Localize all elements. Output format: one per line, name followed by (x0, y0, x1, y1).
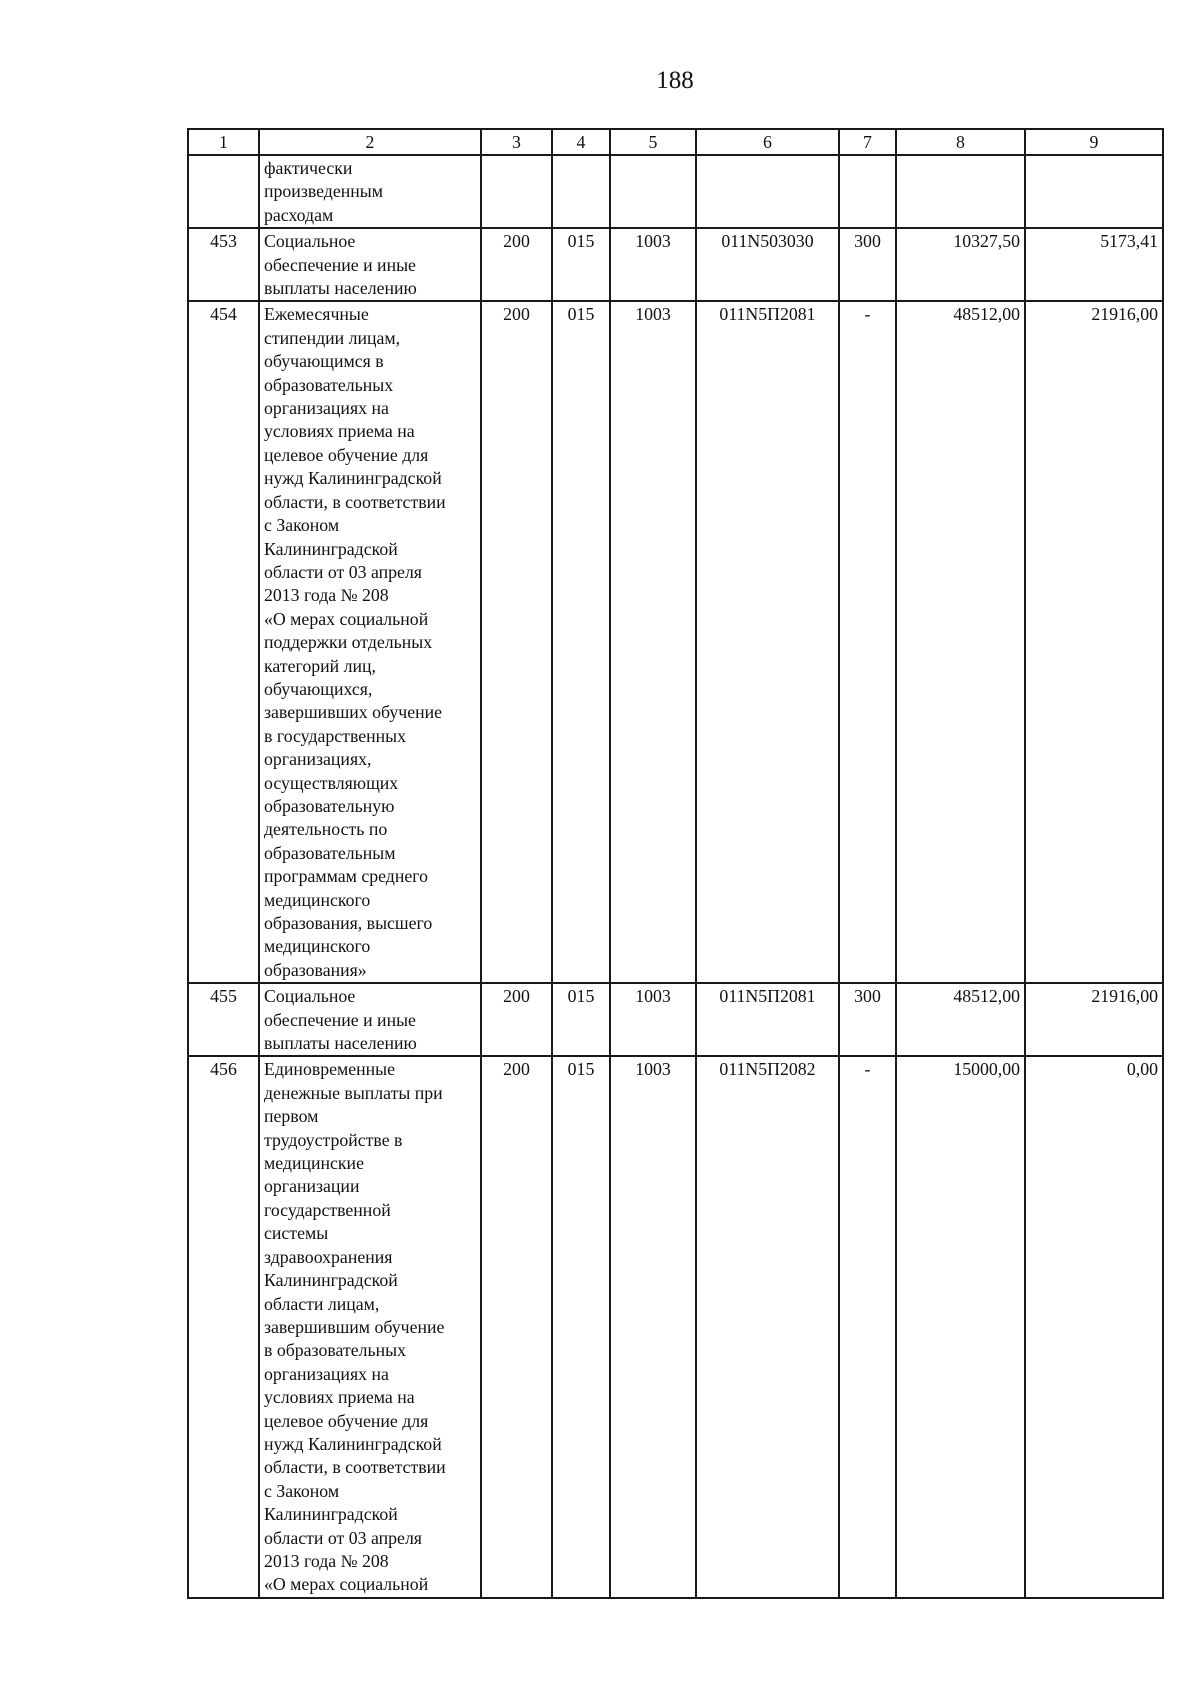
header-row (188, 129, 1163, 155)
cell-col3: 200 (481, 1056, 552, 1597)
table-row (188, 1056, 1163, 1597)
column-header: 7 (839, 129, 896, 155)
column-header: 3 (481, 129, 552, 155)
column-header: 4 (552, 129, 610, 155)
cell-col6 (696, 155, 839, 228)
page-number: 188 (656, 67, 694, 94)
cell-col5: 1003 (610, 228, 696, 301)
table-row (188, 301, 1163, 983)
column-header: 8 (896, 129, 1025, 155)
cell-col8: 48512,00 (896, 983, 1025, 1056)
row-name: Ежемесячные стипендии лицам, обучающимся в образовательных организациях на условиях приема на целевое обучение для нужд Калининградской области, в соответствии с Законом Калининградской области от 03 апреля 2013 года № 208 «О мерах социальной поддержки отдельных категорий лиц, обучающихся, завершивших обучение в государственных организациях, осуществляющих образовательную деятельность по образовательным программам среднего медицинского образования, высшего медицинского образования» (259, 301, 481, 983)
cell-col3: 200 (481, 228, 552, 301)
cell-col4 (552, 155, 610, 228)
table-header (188, 129, 1163, 155)
cell-col9 (1025, 155, 1163, 228)
column-header: 9 (1025, 129, 1163, 155)
budget-table (187, 128, 1164, 1599)
cell-col9: 21916,00 (1025, 983, 1163, 1056)
column-header: 1 (188, 129, 259, 155)
cell-col7: - (839, 301, 896, 983)
cell-col8: 48512,00 (896, 301, 1025, 983)
cell-col4: 015 (552, 983, 610, 1056)
cell-col4: 015 (552, 301, 610, 983)
column-header: 6 (696, 129, 839, 155)
cell-col3 (481, 155, 552, 228)
cell-col8: 10327,50 (896, 228, 1025, 301)
row-name: Социальное обеспечение и иные выплаты населению (259, 228, 481, 301)
cell-col7: - (839, 1056, 896, 1597)
row-number: 455 (188, 983, 259, 1056)
row-number: 456 (188, 1056, 259, 1597)
cell-col7: 300 (839, 983, 896, 1056)
cell-col5: 1003 (610, 1056, 696, 1597)
cell-col7: 300 (839, 228, 896, 301)
row-name: фактически произведенным расходам (259, 155, 481, 228)
table-row (188, 155, 1163, 228)
cell-col9: 0,00 (1025, 1056, 1163, 1597)
cell-col7 (839, 155, 896, 228)
cell-col6: 011N503030 (696, 228, 839, 301)
cell-col9: 5173,41 (1025, 228, 1163, 301)
cell-col8 (896, 155, 1025, 228)
cell-col6: 011N5П2081 (696, 983, 839, 1056)
row-number (188, 155, 259, 228)
cell-col5: 1003 (610, 301, 696, 983)
cell-col3: 200 (481, 983, 552, 1056)
table-row (188, 228, 1163, 301)
cell-col9: 21916,00 (1025, 301, 1163, 983)
column-header: 5 (610, 129, 696, 155)
cell-col3: 200 (481, 301, 552, 983)
cell-col5: 1003 (610, 983, 696, 1056)
column-header: 2 (259, 129, 481, 155)
table-row (188, 983, 1163, 1056)
cell-col6: 011N5П2081 (696, 301, 839, 983)
row-number: 454 (188, 301, 259, 983)
cell-col4: 015 (552, 1056, 610, 1597)
row-name: Единовременные денежные выплаты при первом трудоустройстве в медицинские организации государственной системы здравоохранения Калининградской области лицам, завершившим обучение в образовательных организациях на условиях приема на целевое обучение для нужд Калининградской области, в соответствии с Законом Калининградской области от 03 апреля 2013 года № 208 «О мерах социальной (259, 1056, 481, 1597)
cell-col6: 011N5П2082 (696, 1056, 839, 1597)
row-number: 453 (188, 228, 259, 301)
row-name: Социальное обеспечение и иные выплаты населению (259, 983, 481, 1056)
cell-col8: 15000,00 (896, 1056, 1025, 1597)
cell-col5 (610, 155, 696, 228)
cell-col4: 015 (552, 228, 610, 301)
